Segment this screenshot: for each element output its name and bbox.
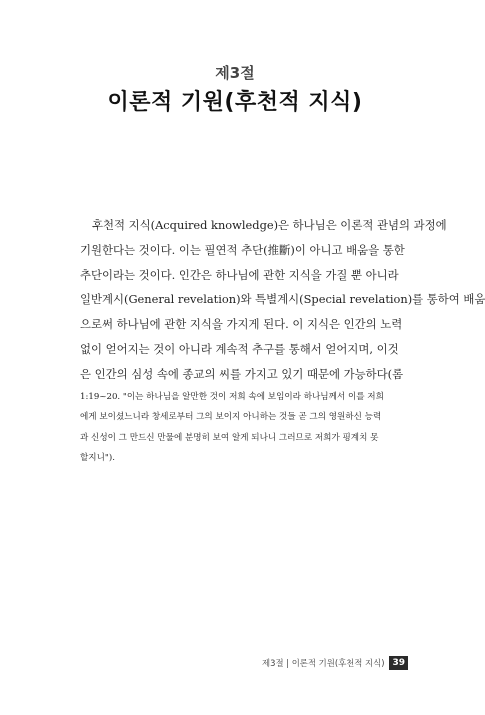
running-head: 제3절 | 이론적 기원(후천적 지식)	[262, 658, 385, 668]
page-number: 39	[389, 656, 408, 670]
body-line: 추단이라는 것이다. 인간은 하나님에 관한 지식을 가질 뿐 아니라	[80, 267, 399, 282]
body-line: 일반계시(General revelation)와 특별계시(Special revelation)를 통하여 배움	[80, 292, 485, 307]
verse-line: 과 신성이 그 만드신 만물에 분명히 보여 알게 되나니 그러므로 저희가 핑계치 못	[80, 432, 379, 443]
body-line: 후천적 지식(Acquired knowledge)은 하나님은 이론적 관념의 과정에	[92, 218, 447, 232]
body-line: 없이 얻어지는 것이 아니라 계속적 추구를 통해서 얻어지며, 이것	[80, 341, 399, 356]
verse-line: 할지니").	[80, 453, 115, 464]
body-paragraph	[80, 213, 485, 469]
verse-line: 에게 보이셨느니라 창세로부터 그의 보이지 아니하는 것들 곧 그의 영원하신 능력	[80, 412, 382, 423]
body-line: 기원한다는 것이다. 이는 필연적 추단(推斷)이 아니고 배움을 통한	[80, 242, 405, 257]
body-line: 은 인간의 심성 속에 종교의 씨를 가지고 있기 때문에 가능하다(롬	[80, 366, 404, 381]
section-label: 제3절	[215, 64, 255, 82]
chapter-title: 이론적 기원(후천적 지식)	[107, 90, 363, 115]
page-footer	[262, 656, 408, 670]
verse-line: 1:19~20. "이는 하나님을 알만한 것이 저희 속에 보임이라 하나님께서 이를 저희	[80, 391, 384, 402]
body-line: 으로써 하나님에 관한 지식을 가지게 된다. 이 지식은 인간의 노력	[80, 317, 403, 332]
